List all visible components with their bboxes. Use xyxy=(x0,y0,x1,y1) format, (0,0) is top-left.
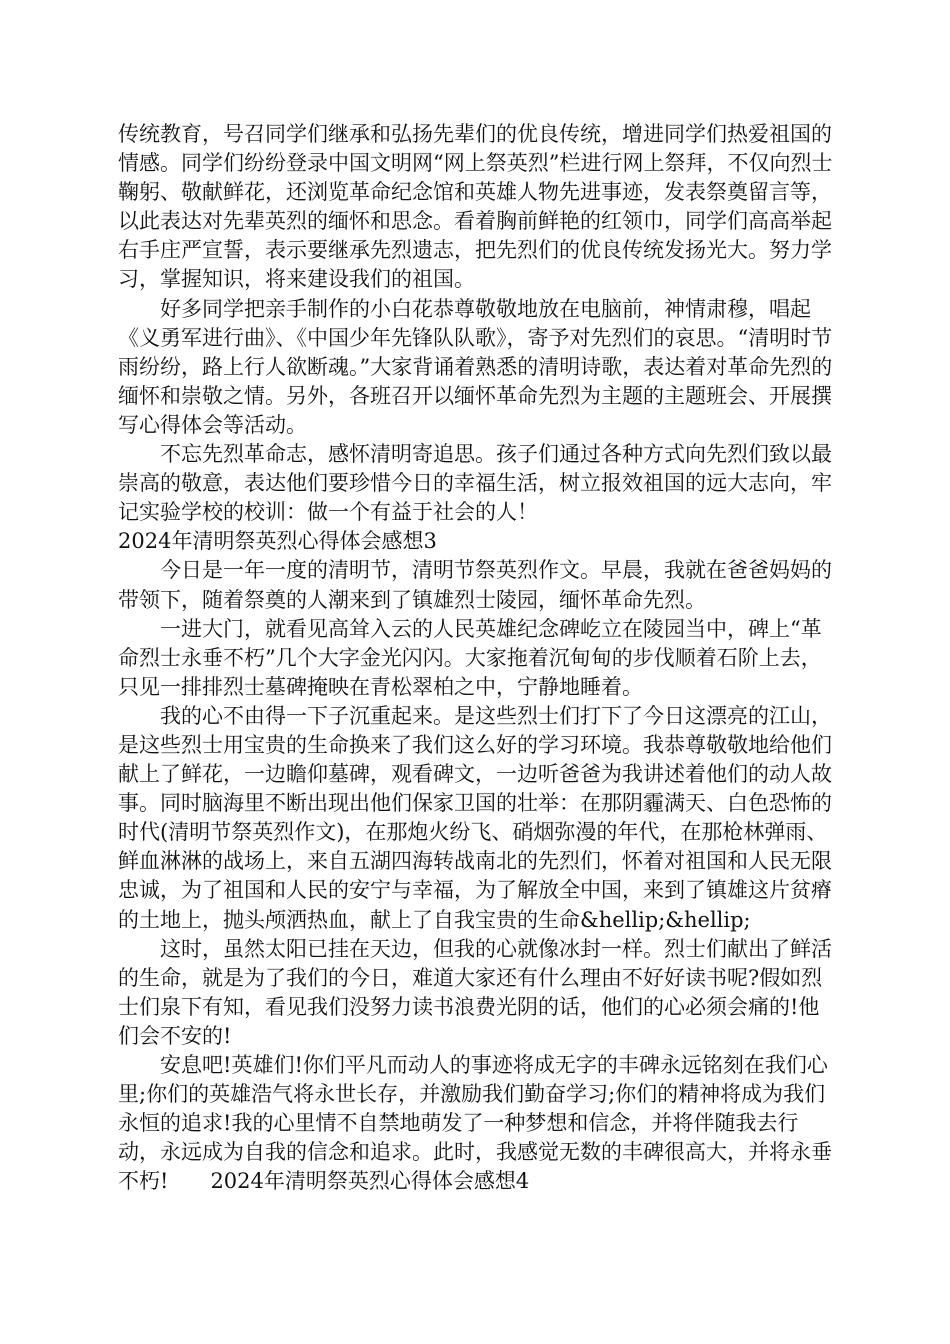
paragraph-1: 传统教育，号召同学们继承和弘扬先辈们的优良传统，增进同学们热爱祖国的情感。同学们纷纷登录中国文明网“网上祭英烈”栏进行网上祭拜，不仅向烈士鞠躬、敬献鲜花，还浏览革命纪念馆和英雄人物先进事迹，发表祭奠留言等，以此表达对先辈英烈的缅怀和思念。看着胸前鲜艳的红领巾，同学们高高举起右手庄严宣誓，表示要继承先烈遗志，把先烈们的优良传统发扬光大。努力学习，掌握知识，将来建设我们的祖国。 xyxy=(118,122,833,292)
paragraph-3: 不忘先烈革命志，感怀清明寄追思。孩子们通过各种方式向先烈们致以最崇高的敬意，表达他们要珍惜今日的幸福生活，树立报效祖国的远大志向，牢记实验学校的校训：做一个有益于社会的人！ xyxy=(118,442,832,525)
section-heading-3: 2024年清明祭英烈心得体会感想3 xyxy=(118,529,437,554)
paragraph-5: 一进大门，就看见高耸入云的人民英雄纪念碑屹立在陵园当中，碑上“革命烈士永垂不朽”几个大字金光闪闪。大家拖着沉甸甸的步伐顺着石阶上去，只见一排排烈士墓碑掩映在青松翠柏之中，宁静地睡着。 xyxy=(118,616,822,699)
document-body xyxy=(118,120,833,1196)
paragraph-4: 今日是一年一度的清明节，清明节祭英烈作文。早晨，我就在爸爸妈妈的带领下，随着祭奠的人潮来到了镇雄烈士陵园，缅怀革命先烈。 xyxy=(118,558,832,612)
paragraph-8: 安息吧!英雄们!你们平凡而动人的事迹将成无字的丰碑永远铭刻在我们心里;你们的英雄浩气将永世长存，并激励我们勤奋学习;你们的精神将成为我们永恒的追求!我的心里情不自禁地萌发了一种梦想和信念，并将伴随我去行动，永远成为自我的信念和追求。此时，我感觉无数的丰碑很高大，并将永垂不朽! 2024年清明祭英烈心得体会感想4 xyxy=(118,1053,832,1194)
paragraph-2: 好多同学把亲手制作的小白花恭尊敬敬地放在电脑前，神情肃穆，唱起《义勇军进行曲》、《中国少年先锋队队歌》，寄予对先烈们的哀思。“清明时节雨纷纷，路上行人欲断魂。”大家背诵着熟悉的清明诗歌，表达着对革命先烈的缅怀和崇敬之情。另外，各班召开以缅怀革命先烈为主题的主题班会、开展撰写心得体会等活动。 xyxy=(118,296,833,437)
paragraph-7: 这时，虽然太阳已挂在天边，但我的心就像冰封一样。烈士们献出了鲜活的生命，就是为了我们的今日，难道大家还有什么理由不好好读书呢?假如烈士们泉下有知，看见我们没努力读书浪费光阴的话，他们的心必须会痛的!他们会不安的! xyxy=(118,936,832,1048)
paragraph-6: 我的心不由得一下子沉重起来。是这些烈士们打下了今日这漂亮的江山，是这些烈士用宝贵的生命换来了我们这么好的学习环境。我恭尊敬敬地给他们献上了鲜花，一边瞻仰墓碑，观看碑文，一边听爸爸为我讲述着他们的动人故事。同时脑海里不断出现出他们保家卫国的壮举：在那阴霾满天、白色恐怖的时代(清明节祭英烈作文)，在那炮火纷飞、硝烟弥漫的年代，在那枪林弹雨、鲜血淋淋的战场上，来自五湖四海转战南北的先烈们，怀着对祖国和人民无限忠诚，为了祖国和人民的安宁与幸福，为了解放全中国，来到了镇雄这片贫瘠的土地上，抛头颅洒热血，献上了自我宝贵的生命&hellip;&hellip; xyxy=(118,703,832,932)
